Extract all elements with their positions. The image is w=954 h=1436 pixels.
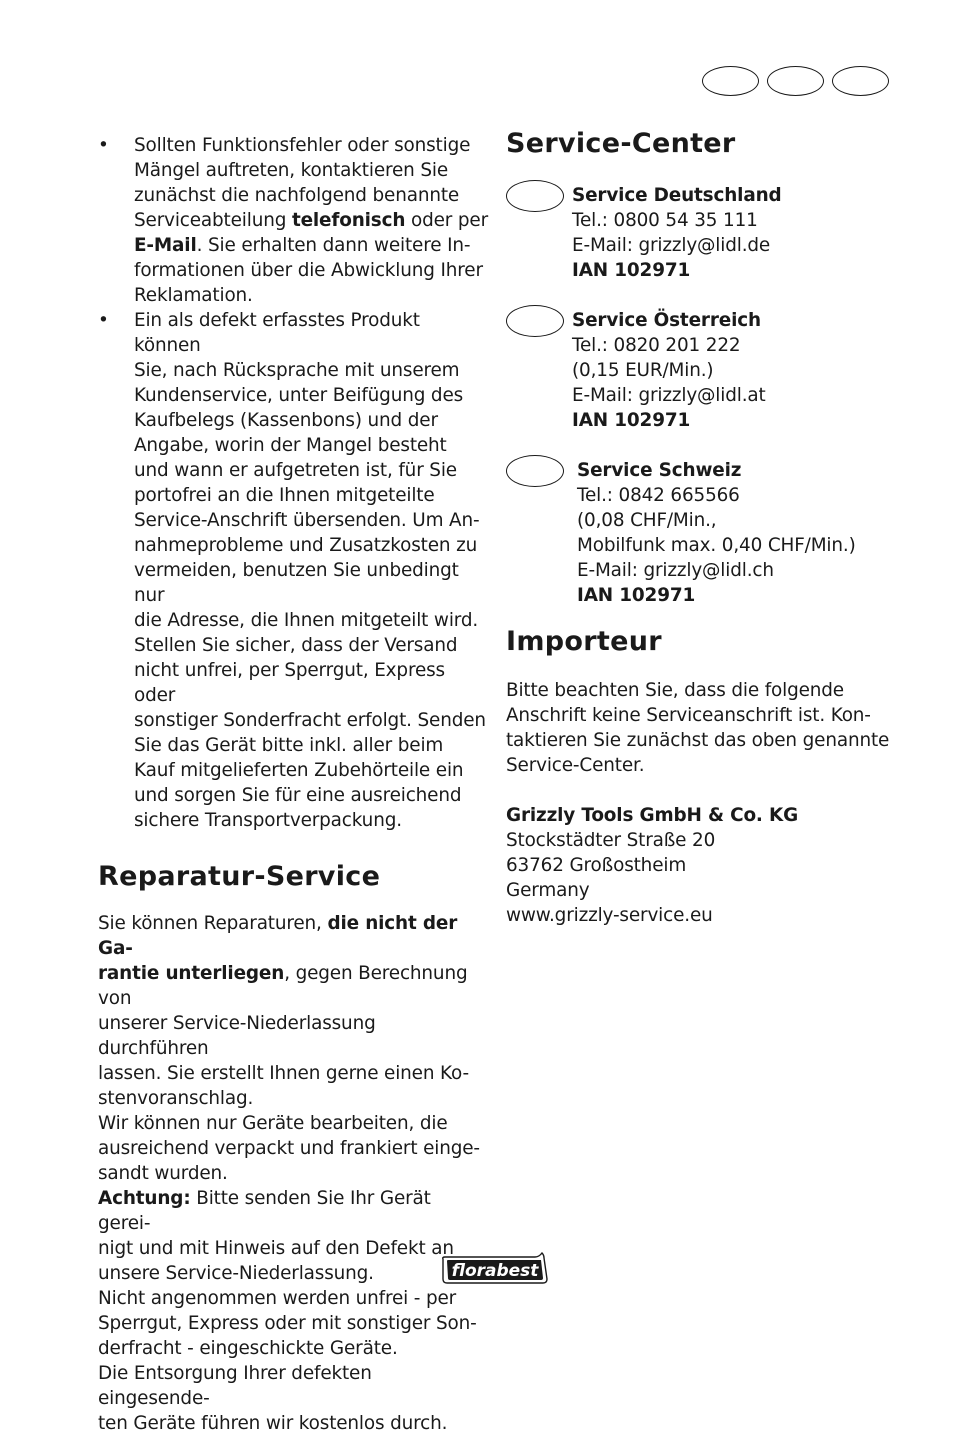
country-oval bbox=[506, 305, 564, 337]
website-url: www.grizzly-service.eu bbox=[506, 905, 713, 926]
text-line: Service-Anschrift übersenden. Um An- bbox=[134, 510, 480, 531]
repair-service-text bbox=[98, 911, 488, 1436]
text-line: sandt wurden. bbox=[98, 1163, 228, 1184]
text-line: Anschrift keine Serviceanschrift ist. Kon- bbox=[506, 705, 871, 726]
text-line: Serviceabteilung telefonisch oder per bbox=[134, 210, 489, 231]
bullet-text bbox=[134, 308, 488, 833]
text-line: rantie unterliegen, gegen Berechnung von bbox=[98, 963, 468, 1009]
text-line: unserer Service-Niederlassung durchführen bbox=[98, 1013, 376, 1059]
left-column bbox=[98, 133, 488, 1436]
bullet-item-defect-product bbox=[98, 308, 488, 833]
text-line: lassen. Sie erstellt Ihnen gerne einen Ko- bbox=[98, 1063, 469, 1084]
text-line: portofrei an die Ihnen mitgeteilte bbox=[134, 485, 435, 506]
text-line: sonstiger Sonderfracht erfolgt. Senden bbox=[134, 710, 486, 731]
text-line: (0,08 CHF/Min., bbox=[577, 510, 717, 531]
text-line: Sollten Funktionsfehler oder sonstige bbox=[134, 135, 471, 156]
service-title: Service Schweiz bbox=[577, 460, 742, 481]
text-line: formationen über die Abwicklung Ihrer bbox=[134, 260, 483, 281]
achtung-label: Achtung: bbox=[98, 1188, 191, 1209]
text-line: Sie, nach Rücksprache mit unserem bbox=[134, 360, 460, 381]
text-line: Sie das Gerät bitte inkl. aller beim bbox=[134, 735, 444, 756]
bold-email: E-Mail bbox=[134, 235, 197, 256]
logo-text: florabest bbox=[451, 1261, 539, 1281]
importer-heading: Importeur bbox=[506, 626, 662, 657]
repair-service-heading: Reparatur-Service bbox=[98, 861, 381, 892]
text-line: Bitte beachten Sie, dass die folgende bbox=[506, 680, 844, 701]
text-line: stenvoranschlag. bbox=[98, 1088, 254, 1109]
text-line: derfracht - eingeschickte Geräte. bbox=[98, 1338, 398, 1359]
text-line: (0,15 EUR/Min.) bbox=[572, 360, 714, 381]
text-line: die Adresse, die Ihnen mitgeteilt wird. bbox=[134, 610, 479, 631]
service-block-austria bbox=[506, 308, 906, 433]
address-city: 63762 Großostheim bbox=[506, 855, 687, 876]
bold-telefonisch: telefonisch bbox=[291, 210, 406, 231]
text-line: nahmeprobleme und Zusatzkosten zu bbox=[134, 535, 478, 556]
country-code-ovals bbox=[702, 66, 892, 98]
importer-text bbox=[506, 678, 906, 928]
text-line: Kauf mitgelieferten Zubehörteile ein bbox=[134, 760, 464, 781]
text-line: ten Geräte führen wir kostenlos durch. bbox=[98, 1413, 448, 1434]
text-line: sichere Transportverpackung. bbox=[134, 810, 402, 831]
text-line: E-Mail: grizzly@lidl.ch bbox=[577, 560, 774, 581]
bullet-item-malfunction bbox=[98, 133, 488, 308]
text-line: Achtung: Bitte senden Sie Ihr Gerät gerei- bbox=[98, 1188, 431, 1234]
bullet-dot: • bbox=[98, 135, 109, 156]
text-line: E-Mail. Sie erhalten dann weitere In- bbox=[134, 235, 471, 256]
text-line: Kaufbelegs (Kassenbons) und der bbox=[134, 410, 438, 431]
service-title: Service Deutschland bbox=[572, 185, 782, 206]
text-line: und sorgen Sie für eine ausreichend bbox=[134, 785, 462, 806]
text-line: und wann er aufgetreten ist, für Sie bbox=[134, 460, 457, 481]
country-oval-1 bbox=[702, 66, 759, 96]
address-street: Stockstädter Straße 20 bbox=[506, 830, 716, 851]
text-line: Die Entsorgung Ihrer defekten eingesende- bbox=[98, 1363, 372, 1409]
text-line: Tel.: 0800 54 35 111 bbox=[572, 210, 758, 231]
service-center-heading: Service-Center bbox=[506, 128, 736, 159]
text-line: Sperrgut, Express oder mit sonstiger Son- bbox=[98, 1313, 477, 1334]
text-line: E-Mail: grizzly@lidl.de bbox=[572, 235, 771, 256]
country-oval-3 bbox=[832, 66, 889, 96]
text-line: Nicht angenommen werden unfrei - per bbox=[98, 1288, 457, 1309]
repair-lines bbox=[98, 1011, 488, 1186]
address-country: Germany bbox=[506, 880, 590, 901]
text-line: vermeiden, benutzen Sie unbedingt nur bbox=[134, 560, 459, 606]
text-line: taktieren Sie zunächst das oben genannte bbox=[506, 730, 890, 751]
text-line: ausreichend verpackt und frankiert einge- bbox=[98, 1138, 480, 1159]
text-line: Mobilfunk max. 0,40 CHF/Min.) bbox=[577, 535, 856, 556]
bullet-dot: • bbox=[98, 310, 109, 331]
text-line: E-Mail: grizzly@lidl.at bbox=[572, 385, 766, 406]
country-oval bbox=[506, 455, 564, 487]
text-line: nigt und mit Hinweis auf den Defekt an bbox=[98, 1238, 454, 1259]
service-block-germany bbox=[506, 183, 906, 283]
ian-number: IAN 102971 bbox=[577, 585, 696, 606]
text-line: Reklamation. bbox=[134, 285, 253, 306]
service-title: Service Österreich bbox=[572, 310, 761, 331]
text-line: Mängel auftreten, kontaktieren Sie bbox=[134, 160, 449, 181]
text-line: nicht unfrei, per Sperrgut, Express oder bbox=[134, 660, 445, 706]
text-line: Wir können nur Geräte bearbeiten, die bbox=[98, 1113, 448, 1134]
text-line: Sie können Reparaturen, die nicht der Ga- bbox=[98, 913, 458, 959]
text-line: Service-Center. bbox=[506, 755, 645, 776]
text-line: Ein als defekt erfasstes Produkt können bbox=[134, 310, 420, 356]
service-block-switzerland bbox=[506, 458, 906, 608]
text-line: Tel.: 0842 665566 bbox=[577, 485, 740, 506]
company-name: Grizzly Tools GmbH & Co. KG bbox=[506, 805, 799, 826]
florabest-logo bbox=[438, 1252, 550, 1286]
text-line: Stellen Sie sicher, dass der Versand bbox=[134, 635, 458, 656]
repair-lines bbox=[98, 1236, 488, 1436]
country-oval bbox=[506, 180, 564, 212]
ian-number: IAN 102971 bbox=[572, 260, 691, 281]
text-line: unsere Service-Niederlassung. bbox=[98, 1263, 374, 1284]
text-line: zunächst die nachfolgend benannte bbox=[134, 185, 460, 206]
country-oval-2 bbox=[767, 66, 824, 96]
text-line: Kundenservice, unter Beifügung des bbox=[134, 385, 464, 406]
text-line: Angabe, worin der Mangel besteht bbox=[134, 435, 447, 456]
text-line: Tel.: 0820 201 222 bbox=[572, 335, 741, 356]
right-column bbox=[506, 127, 906, 928]
ian-number: IAN 102971 bbox=[572, 410, 691, 431]
